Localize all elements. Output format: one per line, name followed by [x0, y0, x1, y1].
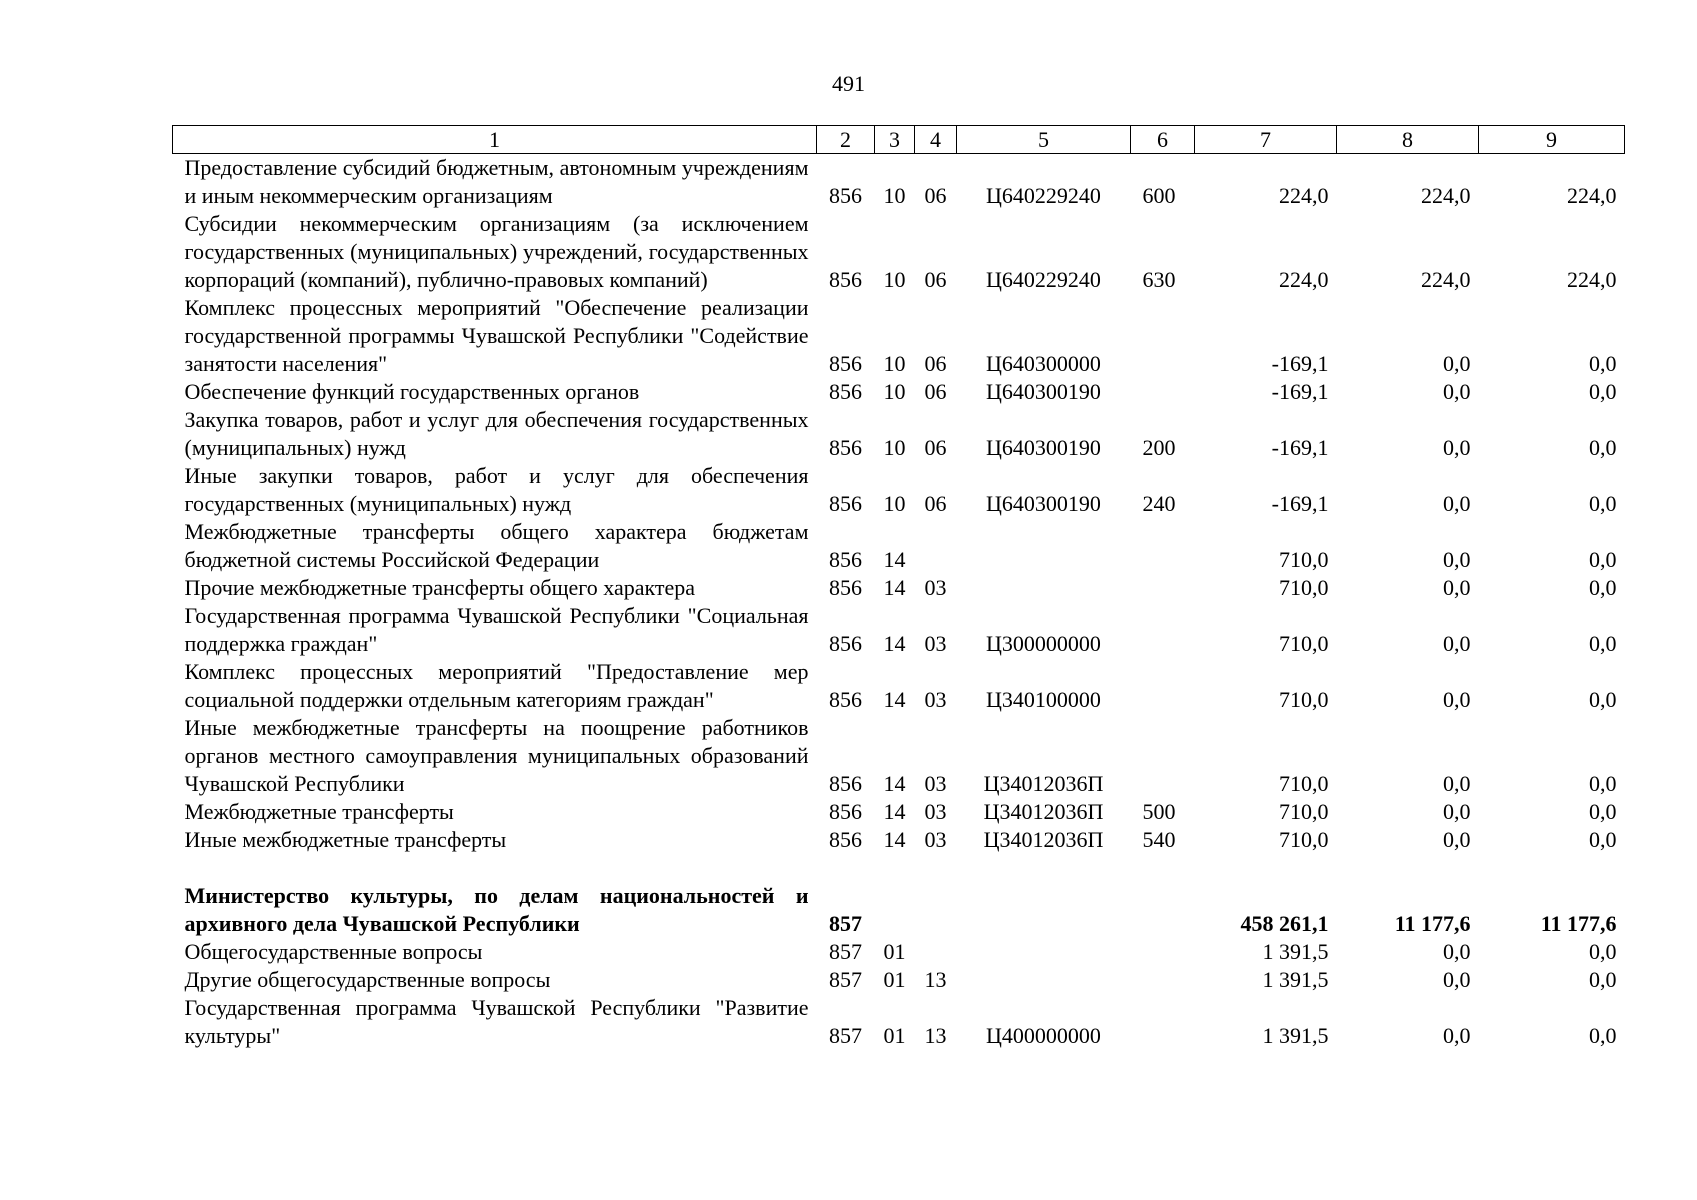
row-section-code: 10: [883, 491, 906, 516]
row-section-code: 14: [883, 631, 906, 656]
row-subsection-code: 03: [924, 631, 947, 656]
table-row: [173, 378, 1625, 406]
row-expense-type: 630: [1142, 267, 1176, 292]
row-description: Субсидии некоммерческим организациям (за исключением государственных (муниципальных) учреждений, государственных корпораций (компаний), публично-правовых компаний): [184, 211, 809, 292]
row-target-article: Ц640300190: [986, 435, 1101, 460]
row-amount-col8: 0,0: [1443, 379, 1471, 404]
row-subsection-code: 03: [924, 799, 947, 824]
row-section-code: 10: [883, 351, 906, 376]
row-amount-col9: 0,0: [1589, 575, 1617, 600]
row-description: Министерство культуры, по делам национальностей и архивного дела Чувашской Республики: [184, 883, 809, 936]
row-description: Прочие межбюджетные трансферты общего характера: [184, 575, 696, 600]
row-description: Государственная программа Чувашской Республики "Социальная поддержка граждан": [184, 603, 809, 656]
row-expense-type: [1131, 994, 1195, 1050]
table-header: [173, 126, 1625, 154]
row-subsection-code: 13: [924, 1023, 947, 1048]
row-description: Межбюджетные трансферты общего характера бюджетам бюджетной системы Российской Федерации: [184, 519, 809, 572]
row-amount-col9: 0,0: [1589, 967, 1617, 992]
row-subsection-code: 06: [924, 379, 947, 404]
row-amount-col9: 0,0: [1589, 491, 1617, 516]
row-amount-col8: 0,0: [1443, 491, 1471, 516]
budget-table: [172, 125, 1625, 1050]
row-amount-col9: 0,0: [1589, 939, 1617, 964]
row-description: Межбюджетные трансферты: [184, 799, 454, 824]
column-header-5: 5: [957, 126, 1131, 154]
row-expense-type: 600: [1142, 183, 1176, 208]
row-grbs-code: 856: [829, 547, 862, 572]
table-row: [173, 966, 1625, 994]
table-row: [173, 658, 1625, 714]
table-row: [173, 154, 1625, 211]
row-grbs-code: 856: [829, 183, 862, 208]
row-expense-type: [1131, 378, 1195, 406]
row-amount-col7: 710,0: [1279, 575, 1329, 600]
row-amount-col8: 0,0: [1443, 351, 1471, 376]
row-amount-col7: 710,0: [1279, 827, 1329, 852]
row-target-article: Ц640300190: [986, 379, 1101, 404]
row-amount-col8: 0,0: [1443, 631, 1471, 656]
column-header-8: 8: [1337, 126, 1479, 154]
row-amount-col9: 0,0: [1589, 379, 1617, 404]
column-header-7: 7: [1195, 126, 1337, 154]
row-target-article: [957, 882, 1131, 938]
row-description: Общегосударственные вопросы: [184, 939, 483, 964]
row-target-article: [957, 518, 1131, 574]
row-expense-type: [1131, 882, 1195, 938]
row-section-code: [875, 882, 915, 938]
row-subsection-code: 03: [924, 687, 947, 712]
column-header-3: 3: [875, 126, 915, 154]
row-grbs-code: 856: [829, 491, 862, 516]
row-section-code: 01: [883, 967, 906, 992]
row-amount-col8: 0,0: [1443, 687, 1471, 712]
row-amount-col7: -169,1: [1271, 435, 1329, 460]
row-grbs-code: 856: [829, 351, 862, 376]
row-expense-type: [1131, 518, 1195, 574]
column-header-1: 1: [173, 126, 817, 154]
row-target-article: Ц300000000: [986, 631, 1101, 656]
row-subsection-code: [915, 518, 957, 574]
row-amount-col8: 0,0: [1443, 575, 1471, 600]
table-row: [173, 406, 1625, 462]
row-amount-col8: 0,0: [1443, 435, 1471, 460]
spacer-row: [173, 854, 1625, 882]
row-subsection-code: [915, 938, 957, 966]
row-amount-col9: 224,0: [1567, 267, 1617, 292]
row-section-code: 10: [883, 435, 906, 460]
row-section-code: 01: [883, 1023, 906, 1048]
row-expense-type: 540: [1142, 827, 1176, 852]
row-amount-col8: 0,0: [1443, 771, 1471, 796]
row-subsection-code: 06: [924, 435, 947, 460]
row-expense-type: [1131, 966, 1195, 994]
row-section-code: 14: [883, 687, 906, 712]
column-header-2: 2: [817, 126, 875, 154]
row-target-article: Ц34012036П: [983, 771, 1104, 796]
row-expense-type: 500: [1142, 799, 1176, 824]
row-amount-col9: 0,0: [1589, 547, 1617, 572]
row-grbs-code: 856: [829, 771, 862, 796]
row-section-code: 14: [883, 799, 906, 824]
row-section-code: 10: [883, 379, 906, 404]
row-description: Комплекс процессных мероприятий "Предоставление мер социальной поддержки отдельным категориям граждан": [184, 659, 809, 712]
row-target-article: Ц640229240: [986, 267, 1101, 292]
row-grbs-code: 857: [829, 967, 862, 992]
row-grbs-code: 856: [829, 435, 862, 460]
page-number: 491: [832, 71, 865, 96]
row-expense-type: 200: [1142, 435, 1176, 460]
table-row: [173, 994, 1625, 1050]
row-subsection-code: 03: [924, 771, 947, 796]
row-description: Иные межбюджетные трансферты: [184, 827, 507, 852]
table-row: [173, 462, 1625, 518]
row-amount-col9: 224,0: [1567, 183, 1617, 208]
row-amount-col7: 710,0: [1279, 771, 1329, 796]
row-grbs-code: 856: [829, 799, 862, 824]
table-row: [173, 574, 1625, 602]
row-grbs-code: 856: [829, 687, 862, 712]
row-amount-col9: 0,0: [1589, 827, 1617, 852]
row-amount-col7: 710,0: [1279, 631, 1329, 656]
row-section-code: 10: [883, 183, 906, 208]
row-target-article: Ц640300190: [986, 491, 1101, 516]
row-subsection-code: 06: [924, 183, 947, 208]
row-amount-col7: -169,1: [1271, 491, 1329, 516]
row-expense-type: [1131, 602, 1195, 658]
row-amount-col9: 0,0: [1589, 771, 1617, 796]
row-target-article: Ц34012036П: [983, 799, 1104, 824]
row-amount-col8: 0,0: [1443, 547, 1471, 572]
row-section-code: 01: [883, 939, 906, 964]
row-expense-type: [1131, 714, 1195, 798]
table-row: [173, 938, 1625, 966]
row-amount-col7: 458 261,1: [1240, 911, 1329, 936]
row-expense-type: [1131, 938, 1195, 966]
row-section-code: 14: [883, 547, 906, 572]
row-amount-col8: 0,0: [1443, 827, 1471, 852]
row-description: Иные межбюджетные трансферты на поощрение работников органов местного самоуправления муниципальных образований Чувашской Республики: [184, 715, 809, 796]
row-amount-col8: 0,0: [1443, 967, 1471, 992]
row-section-code: 10: [883, 267, 906, 292]
row-amount-col7: 710,0: [1279, 687, 1329, 712]
row-target-article: Ц340100000: [986, 687, 1101, 712]
row-grbs-code: 856: [829, 379, 862, 404]
row-amount-col7: -169,1: [1271, 351, 1329, 376]
row-description: Государственная программа Чувашской Республики "Развитие культуры": [184, 995, 809, 1048]
row-description: Иные закупки товаров, работ и услуг для обеспечения государственных (муниципальных) нужд: [184, 463, 809, 516]
row-amount-col9: 0,0: [1589, 1023, 1617, 1048]
row-subsection-code: 03: [924, 575, 947, 600]
header-row: [173, 126, 1625, 154]
row-amount-col8: 0,0: [1443, 799, 1471, 824]
row-grbs-code: 856: [829, 631, 862, 656]
table-row: [173, 714, 1625, 798]
row-amount-col8: 0,0: [1443, 939, 1471, 964]
row-amount-col7: 710,0: [1279, 799, 1329, 824]
table-row: [173, 210, 1625, 294]
row-expense-type: [1131, 574, 1195, 602]
row-amount-col8: 11 177,6: [1394, 911, 1471, 936]
row-description: Предоставление субсидий бюджетным, автономным учреждениям и иным некоммерческим организациям: [184, 155, 809, 208]
row-section-code: 14: [883, 575, 906, 600]
row-expense-type: [1131, 658, 1195, 714]
row-expense-type: [1131, 294, 1195, 378]
row-amount-col9: 0,0: [1589, 631, 1617, 656]
row-section-code: 14: [883, 827, 906, 852]
table-row: [173, 602, 1625, 658]
row-target-article: Ц640229240: [986, 183, 1101, 208]
row-description: Закупка товаров, работ и услуг для обеспечения государственных (муниципальных) нужд: [184, 407, 809, 460]
row-subsection-code: 06: [924, 491, 947, 516]
row-amount-col9: 11 177,6: [1540, 911, 1617, 936]
row-target-article: Ц34012036П: [983, 827, 1104, 852]
row-grbs-code: 856: [829, 267, 862, 292]
row-subsection-code: 13: [924, 967, 947, 992]
row-amount-col9: 0,0: [1589, 351, 1617, 376]
row-grbs-code: 857: [829, 939, 862, 964]
table-row: [173, 798, 1625, 826]
row-amount-col8: 0,0: [1443, 1023, 1471, 1048]
row-grbs-code: 856: [829, 827, 862, 852]
spacer-cell: [173, 854, 1625, 882]
row-subsection-code: 03: [924, 827, 947, 852]
row-target-article: Ц640300000: [986, 351, 1101, 376]
row-amount-col7: 224,0: [1279, 183, 1329, 208]
table-body: [173, 154, 1625, 1051]
row-description: Другие общегосударственные вопросы: [184, 967, 551, 992]
row-amount-col7: 1 391,5: [1262, 939, 1329, 964]
row-amount-col9: 0,0: [1589, 799, 1617, 824]
table-row: [173, 826, 1625, 854]
row-subsection-code: 06: [924, 351, 947, 376]
table-row: [173, 518, 1625, 574]
row-target-article: Ц400000000: [986, 1023, 1101, 1048]
column-header-4: 4: [915, 126, 957, 154]
row-amount-col8: 224,0: [1421, 267, 1471, 292]
row-target-article: [957, 966, 1131, 994]
row-amount-col9: 0,0: [1589, 435, 1617, 460]
column-header-6: 6: [1131, 126, 1195, 154]
row-subsection-code: [915, 882, 957, 938]
row-description: Обеспечение функций государственных органов: [184, 379, 640, 404]
row-expense-type: 240: [1142, 491, 1176, 516]
row-amount-col7: 1 391,5: [1262, 967, 1329, 992]
row-amount-col7: 1 391,5: [1262, 1023, 1329, 1048]
row-grbs-code: 857: [829, 911, 862, 936]
row-amount-col7: 224,0: [1279, 267, 1329, 292]
table-row: [173, 882, 1625, 938]
row-subsection-code: 06: [924, 267, 947, 292]
row-amount-col9: 0,0: [1589, 687, 1617, 712]
row-amount-col7: -169,1: [1271, 379, 1329, 404]
row-grbs-code: 857: [829, 1023, 862, 1048]
row-grbs-code: 856: [829, 575, 862, 600]
row-target-article: [957, 574, 1131, 602]
row-target-article: [957, 938, 1131, 966]
row-amount-col8: 224,0: [1421, 183, 1471, 208]
table-row: [173, 294, 1625, 378]
row-amount-col7: 710,0: [1279, 547, 1329, 572]
row-description: Комплекс процессных мероприятий "Обеспечение реализации государственной программы Чувашской Республики "Содействие занятости населения": [184, 295, 809, 376]
row-section-code: 14: [883, 771, 906, 796]
column-header-9: 9: [1479, 126, 1625, 154]
